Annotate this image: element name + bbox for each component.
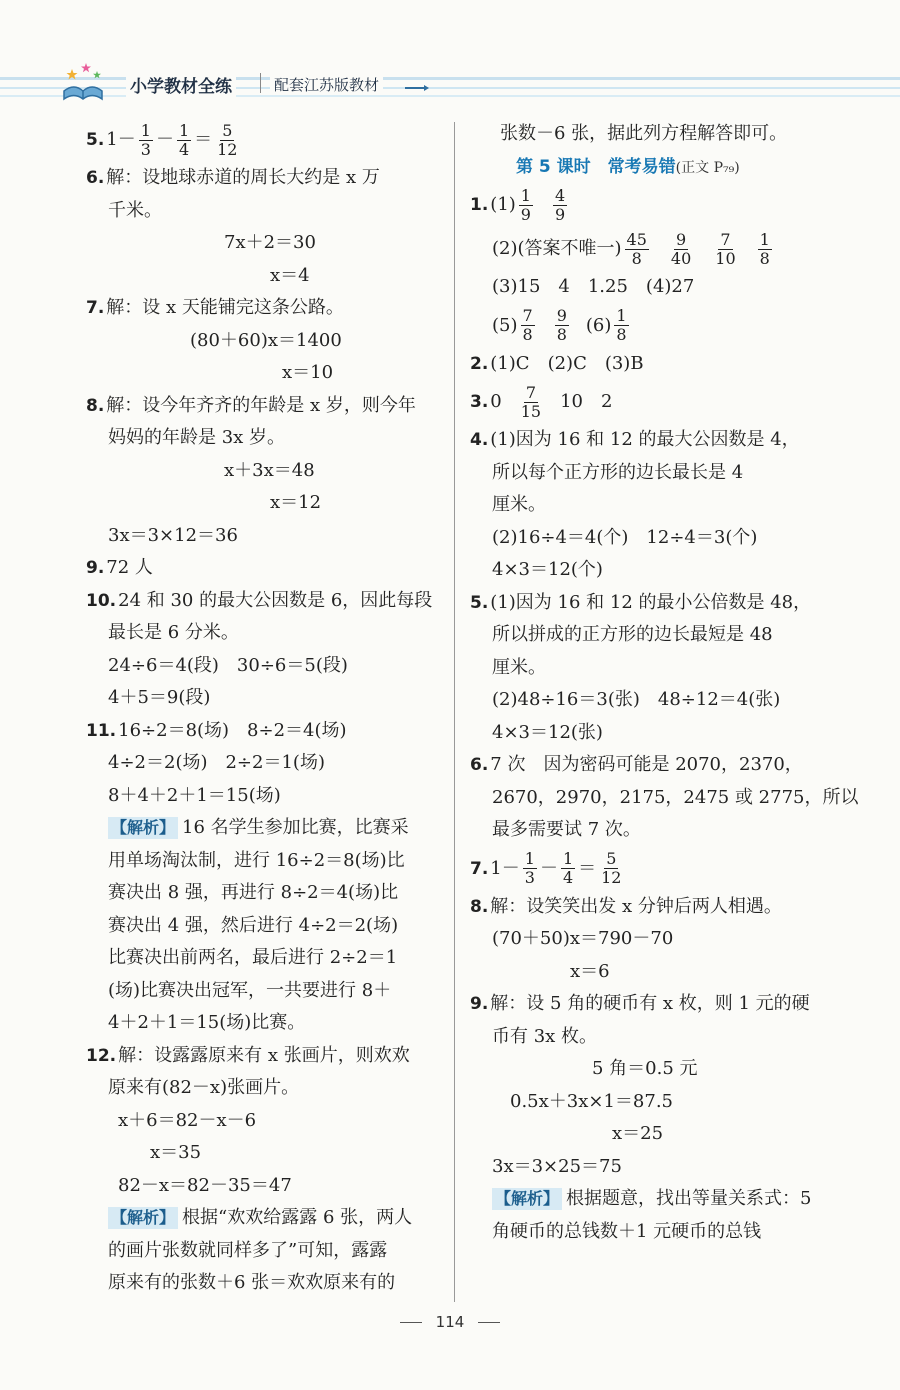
- text-line: 所以每个正方形的边长最长是 4: [492, 461, 744, 483]
- header-title: 小学教材全练: [126, 72, 236, 97]
- text-line: 解：设露露原来有 x 张画片，则欢欢: [118, 1044, 410, 1066]
- item-number: 1.: [470, 195, 489, 215]
- equation: 4÷2＝2(场) 2÷2＝1(场): [108, 752, 325, 773]
- text-line: (3)15 4 1.25 (4)27: [492, 276, 695, 297]
- footer-dash: [400, 1322, 422, 1323]
- item-number: 11.: [86, 720, 117, 741]
- lesson-ref: (正文 P₇₉): [675, 159, 740, 176]
- item-number: 9.: [86, 558, 105, 578]
- equation: x＝10: [282, 362, 334, 383]
- page-number: 114: [435, 1313, 465, 1331]
- analysis-tag: 【解析】: [492, 1188, 562, 1210]
- analysis-text: 根据“欢欢给露露 6 张，两人: [182, 1207, 413, 1228]
- equation: 16÷2＝8(场) 8÷2＝4(场): [118, 719, 347, 741]
- text-line: 所以拼成的正方形的边长最短是 48: [492, 624, 773, 645]
- item-number: 2.: [470, 353, 489, 374]
- text-line: 7 次 因为密码可能是 2070，2370，: [490, 754, 803, 775]
- analysis-text: 16 名学生参加比赛，比赛采: [182, 817, 409, 838]
- equation: (70＋50)x＝790－70: [492, 928, 674, 949]
- equation: 82－x＝82－35＝47: [118, 1174, 292, 1196]
- fraction: $\frac{1}{4}$: [178, 120, 190, 159]
- analysis-line: 原来有的张数＋6 张＝欢欢原来有的: [108, 1272, 396, 1293]
- analysis-line: 4＋2＋1＝15(场)比赛。: [108, 1012, 306, 1033]
- text-line: 张数－6 张，据此列方程解答即可。: [500, 123, 788, 144]
- analysis-line: (场)比赛决出冠军，一共要进行 8＋: [108, 979, 392, 1001]
- fraction: $\frac{1}{3}$: [140, 120, 151, 159]
- sub-label: (6): [585, 314, 612, 336]
- fraction: $\frac{9}{40}$: [670, 229, 692, 268]
- text-line: 妈妈的年龄是 3x 岁。: [108, 427, 286, 448]
- answer-7: [470, 847, 828, 891]
- sub-label: (2)(答案不唯一): [492, 238, 622, 259]
- fraction: $\frac{1}{4}$: [562, 849, 574, 887]
- text-line: (1)因为 16 和 12 的最小公倍数是 48，: [490, 591, 812, 613]
- analysis-line: 角硬币的总钱数＋1 元硬币的总钱: [492, 1220, 762, 1242]
- answer-4: [470, 424, 828, 457]
- fraction: $\frac{5}{12}$: [217, 120, 238, 159]
- answer-7: [86, 292, 442, 325]
- text-line: 解：设笑笑出发 x 分钟后两人相遇。: [490, 895, 782, 917]
- item-number: 6.: [86, 168, 105, 188]
- text-line: 解：设 5 角的硬币有 x 枚，则 1 元的硬: [490, 993, 810, 1014]
- header-subtitle: 配套江苏版教材: [270, 74, 383, 95]
- equation: 3x＝3×25＝75: [492, 1155, 622, 1177]
- fraction: $\frac{9}{8}$: [556, 306, 567, 344]
- answer-8: [470, 891, 828, 924]
- equation: 0.5x＋3x×1＝87.5: [510, 1090, 673, 1112]
- equation: 4×3＝12(个): [492, 559, 603, 580]
- answer-10: [86, 585, 442, 618]
- answer-6: [86, 162, 442, 195]
- analysis-line: 的画片张数就同样多了”可知，露露: [108, 1239, 388, 1261]
- fraction: $\frac{1}{9}$: [520, 185, 531, 224]
- item-number: 7.: [470, 858, 489, 879]
- analysis-text: 根据题意，找出等量关系式：5: [566, 1188, 812, 1209]
- fraction: $\frac{7}{15}$: [520, 382, 542, 421]
- expr-text: 1－: [490, 857, 520, 879]
- expr-text: 1－: [106, 129, 136, 150]
- lesson-title: 第 5 课时 常考易错: [516, 156, 676, 177]
- item-number: 8.: [470, 896, 489, 917]
- analysis-line: 赛决出 8 强，再进行 8÷2＝4(场)比: [108, 882, 399, 903]
- answer-11: [86, 715, 442, 748]
- equation: x＝12: [270, 492, 322, 513]
- equation: x＋3x＝48: [224, 459, 315, 481]
- analysis-line: [86, 1202, 442, 1235]
- equation: x＝4: [270, 264, 310, 286]
- answer-5: [470, 587, 828, 620]
- analysis-line: [470, 1183, 828, 1216]
- fraction: $\frac{1}{3}$: [524, 849, 535, 887]
- equation: 3x＝3×12＝36: [108, 524, 238, 546]
- book-logo-icon: [60, 59, 106, 105]
- fraction: $\frac{7}{8}$: [522, 306, 533, 344]
- item-number: 9.: [470, 994, 489, 1014]
- text-line: 24 和 30 的最大公因数是 6，因此每段: [118, 589, 433, 611]
- left-column: [86, 118, 442, 1300]
- equation: x＝25: [612, 1123, 664, 1144]
- item-number: 5.: [86, 130, 105, 150]
- fraction: $\frac{4}{9}$: [554, 185, 566, 224]
- answer-1-part5: [470, 304, 828, 348]
- right-column: [470, 118, 859, 1248]
- answer-9: [86, 552, 442, 585]
- column-divider: [454, 122, 455, 1302]
- equation: (2)48÷16＝3(张) 48÷12＝4(张): [492, 689, 781, 710]
- text-line: 解：设今年齐齐的年龄是 x 岁，则今年: [106, 394, 416, 416]
- equation: 24÷6＝4(段) 30÷6＝5(段): [108, 654, 348, 676]
- answer-1: [470, 183, 828, 227]
- equation: 7x＋2＝30: [224, 232, 316, 253]
- item-number: 7.: [86, 298, 105, 318]
- analysis-line: 赛决出 4 强，然后进行 4÷2＝2(场): [108, 914, 399, 936]
- text-line: 千米。: [108, 199, 162, 221]
- answer-12: [86, 1040, 442, 1073]
- analysis-line: 比赛决出前两名，最后进行 2÷2＝1: [108, 947, 398, 968]
- item-number: 5.: [470, 592, 489, 613]
- answer-6: [470, 749, 828, 782]
- header-separator: [260, 73, 261, 93]
- equation: 4＋5＝9(段): [108, 687, 211, 708]
- item-number: 6.: [470, 755, 489, 775]
- pencil-icon: [404, 83, 430, 93]
- value: 10 2: [560, 391, 613, 412]
- text-line: 厘米。: [492, 656, 546, 678]
- text-line: 原来有(82－x)张画片。: [108, 1077, 300, 1098]
- equation: 5 角＝0.5 元: [592, 1058, 698, 1079]
- fraction: $\frac{7}{10}$: [715, 229, 736, 268]
- answer-2: [470, 348, 828, 381]
- page-header: [0, 55, 900, 115]
- answer-1-part2: [470, 227, 828, 271]
- text-line: 币有 3x 枚。: [492, 1025, 598, 1047]
- text-line: (1)C (2)C (3)B: [490, 352, 644, 374]
- lesson-heading: [470, 151, 828, 184]
- text-line: 最多需要试 7 次。: [492, 819, 641, 840]
- equation: x＝6: [570, 960, 610, 982]
- text-line: 解：设 x 天能铺完这条公路。: [106, 297, 344, 318]
- expr-text: ＝: [578, 857, 597, 879]
- equation: x＝35: [150, 1142, 202, 1163]
- value: 0: [490, 391, 502, 412]
- expr-text: ＝: [194, 129, 213, 150]
- equation: (80＋60)x＝1400: [190, 329, 342, 351]
- fraction: $\frac{45}{8}$: [626, 229, 647, 268]
- sub-label: (1): [490, 194, 516, 215]
- equation: 4×3＝12(张): [492, 721, 603, 743]
- fraction: $\frac{1}{8}$: [616, 306, 627, 344]
- analysis-tag: 【解析】: [108, 817, 178, 839]
- item-number: 12.: [86, 1045, 117, 1066]
- item-number: 3.: [470, 392, 489, 412]
- analysis-tag: 【解析】: [108, 1207, 178, 1229]
- answer-9: [470, 988, 828, 1021]
- text-line: 72 人: [106, 557, 153, 578]
- text-line: 2670，2970，2175，2475 或 2775，所以: [492, 786, 859, 808]
- text-line: (1)因为 16 和 12 的最大公因数是 4，: [490, 429, 800, 450]
- fraction: $\frac{5}{12}$: [601, 849, 622, 887]
- sub-label: (5): [492, 314, 518, 336]
- item-number: 4.: [470, 430, 489, 450]
- equation: 8＋4＋2＋1＝15(场): [108, 784, 281, 806]
- fraction: $\frac{1}{8}$: [759, 229, 770, 268]
- answer-8: [86, 390, 442, 423]
- footer-dash: [478, 1322, 500, 1323]
- expr-text: －: [539, 857, 558, 879]
- analysis-line: [86, 812, 442, 845]
- item-number: 10.: [86, 590, 117, 611]
- page-footer: [0, 1313, 900, 1331]
- item-number: 8.: [86, 395, 105, 416]
- answer-3: [470, 380, 828, 424]
- equation: (2)16÷4＝4(个) 12÷4＝3(个): [492, 526, 758, 548]
- text-line: 最长是 6 分米。: [108, 622, 239, 643]
- text-line: 解：设地球赤道的周长大约是 x 万: [106, 167, 380, 188]
- analysis-line: 用单场淘汰制，进行 16÷2＝8(场)比: [108, 849, 405, 871]
- text-line: 厘米。: [492, 494, 546, 515]
- expr-text: －: [155, 129, 174, 150]
- equation: x＋6＝82－x－6: [118, 1109, 257, 1131]
- answer-5: [86, 118, 442, 162]
